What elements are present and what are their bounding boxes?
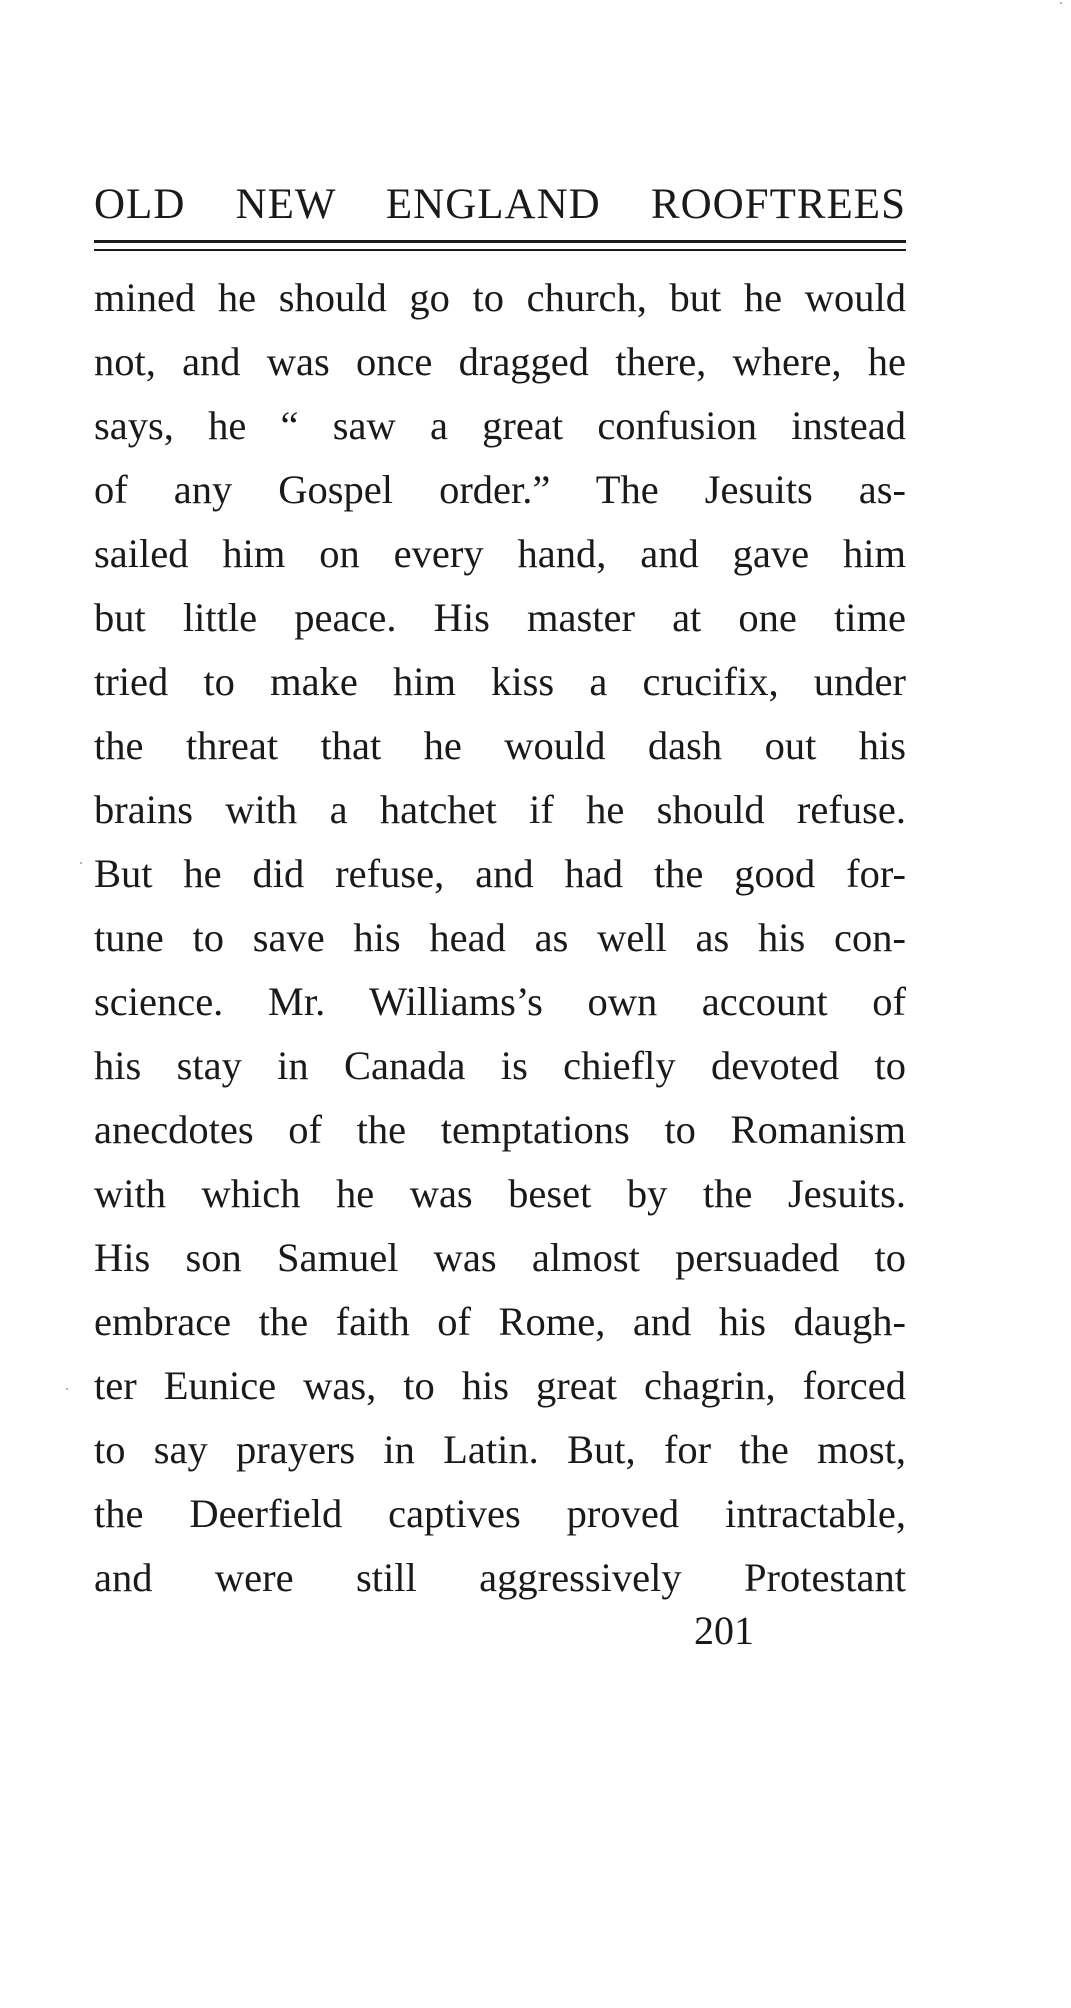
text-line: His son Samuel was almost persuaded to	[94, 1235, 906, 1280]
text-line: anecdotes of the temptations to Romanism	[94, 1107, 906, 1152]
paper-speck	[80, 862, 82, 864]
header-rule-thin	[94, 249, 906, 251]
running-head: OLD NEW ENGLAND ROOFTREES	[94, 181, 906, 228]
text-line: of any Gospel order.” The Jesuits as-	[94, 467, 906, 512]
text-line: sailed him on every hand, and gave him	[94, 531, 906, 576]
text-line: tune to save his head as well as his con-	[94, 915, 906, 960]
text-line: but little peace. His master at one time	[94, 595, 906, 640]
text-line: and were still aggressively Protestant	[94, 1555, 906, 1600]
text-line: But he did refuse, and had the good for-	[94, 851, 906, 896]
paper-speck	[1060, 2, 1062, 4]
text-line: says, he “ saw a great confusion instead	[94, 403, 906, 448]
text-line: ter Eunice was, to his great chagrin, forced	[94, 1363, 906, 1408]
text-line: mined he should go to church, but he would	[94, 275, 906, 320]
text-line: embrace the faith of Rome, and his daugh-	[94, 1299, 906, 1344]
text-line: science. Mr. Williams’s own account of	[94, 979, 906, 1024]
text-line: brains with a hatchet if he should refuse.	[94, 787, 906, 832]
text-line: with which he was beset by the Jesuits.	[94, 1171, 906, 1216]
text-line: not, and was once dragged there, where, he	[94, 339, 906, 384]
text-line: the Deerfield captives proved intractable,	[94, 1491, 906, 1536]
header-rule-thick	[94, 240, 906, 243]
text-line: tried to make him kiss a crucifix, under	[94, 659, 906, 704]
body-text	[94, 266, 906, 1610]
page-number: 201	[694, 1608, 754, 1653]
paper-speck	[66, 1388, 68, 1390]
text-line: his stay in Canada is chiefly devoted to	[94, 1043, 906, 1088]
text-line: to say prayers in Latin. But, for the most,	[94, 1427, 906, 1472]
text-line: the threat that he would dash out his	[94, 723, 906, 768]
